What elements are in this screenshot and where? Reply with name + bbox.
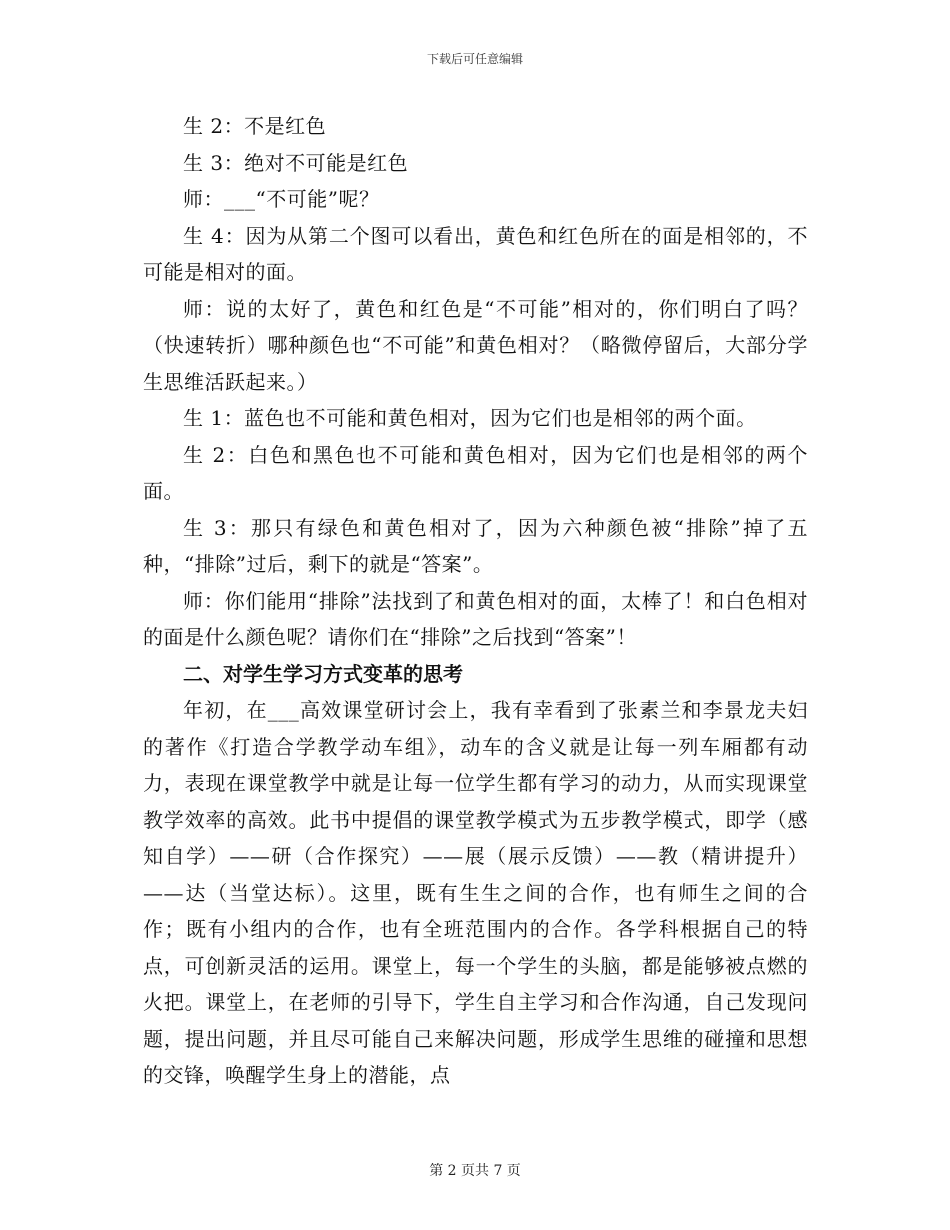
page-header: 下载后可任意编辑	[426, 52, 523, 66]
paragraph: 生 4：因为从第二个图可以看出，黄色和红色所在的面是相邻的，不可能是相对的面。	[143, 223, 808, 284]
paragraph: 师：说的太好了，黄色和红色是“不可能”相对的，你们明白了吗？（快速转折）哪种颜色也“不可能”和黄色相对？（略微停留后，大部分学生思维活跃起来。）	[143, 296, 808, 394]
paragraph: 师：你们能用“排除”法找到了和黄色相对的面，太棒了！和白色相对的面是什么颜色呢？请你们在“排除”之后找到“答案”！	[143, 588, 808, 649]
paragraph: 生 3：那只有绿色和黄色相对了，因为六种颜色被“排除”掉了五种，“排除”过后，剩下的就是“答案”。	[143, 515, 808, 576]
paragraph: 年初，在___高效课堂研讨会上，我有幸看到了张素兰和李景龙夫妇的著作《打造合学教学动车组》，动车的含义就是让每一列车厢都有动力，表现在课堂教学中就是让每一位学生都有学习的动力，从而实现课堂教学效率的高效。此书中提倡的课堂教学模式为五步教学模式，即学（感知自学）——研（合作探究）——展（展示反馈）——教（精讲提升）——达（当堂达标）。这里，既有生生之间的合作，也有师生之间的合作；既有小组内的合作，也有全班范围内的合作。各学科根据自己的特点，可创新灵活的运用。课堂上，每一个学生的头脑，都是能够被点燃的火把。课堂上，在老师的引导下，学生自主学习和合作沟通，自己发现问题，提出问题，并且尽可能自己来解决问题，形成学生思维的碰撞和思想的交锋，唤醒学生身上的潜能，点	[143, 698, 808, 1087]
paragraph: 生 2：不是红色	[183, 114, 327, 138]
page-footer: 第 2 页共 7 页	[429, 1163, 521, 1179]
paragraph: 生 1：蓝色也不可能和黄色相对，因为它们也是相邻的两个面。	[183, 406, 757, 430]
section-heading: 二、对学生学习方式变革的思考	[183, 661, 463, 686]
paragraph: 生 2：白色和黑色也不可能和黄色相对，因为它们也是相邻的两个面。	[143, 442, 808, 503]
document-body	[143, 108, 808, 1094]
paragraph: 生 3：绝对不可能是红色	[183, 150, 409, 175]
paragraph: 师：___“不可能”呢？	[183, 187, 380, 211]
